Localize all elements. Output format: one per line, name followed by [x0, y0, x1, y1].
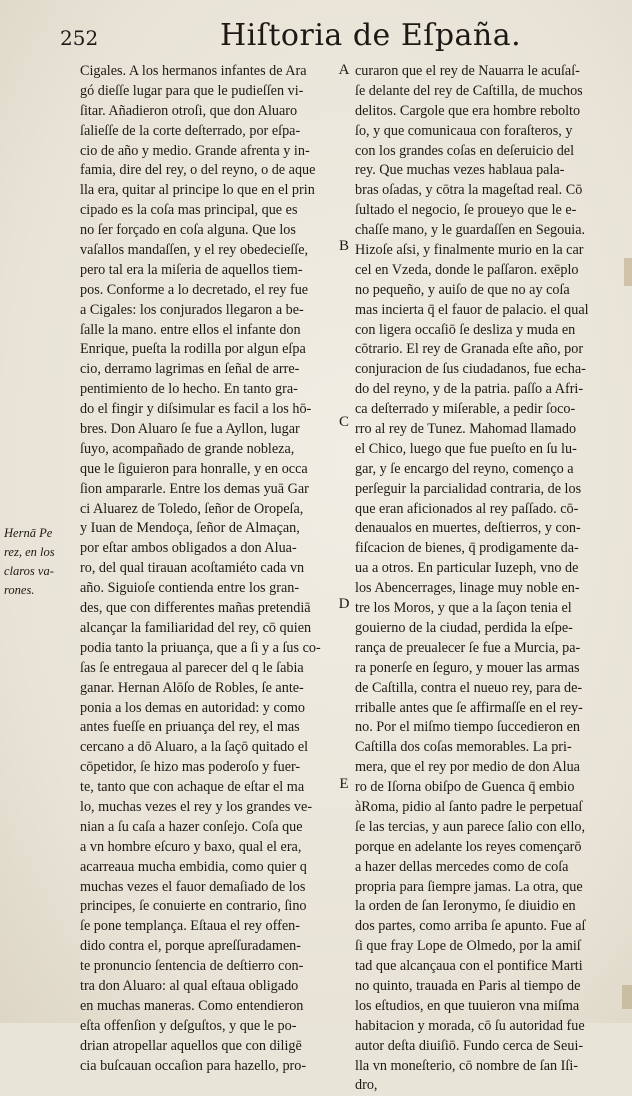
text-line: ponia a los demas en autoridad: y como	[80, 699, 305, 716]
text-line: cia buſcauan occaſion para hazello, pro-	[80, 1057, 307, 1074]
text-line: con los grandes coſas en deſeruicio del	[355, 142, 575, 159]
text-line: muchas vezes el fauor demaſiado de los	[80, 878, 306, 895]
text-line: ſuyo, acompañado de grande nobleza,	[80, 440, 295, 457]
left-text-column	[80, 62, 335, 1076]
text-line: cio, derramo lagrimas en ſeñal de arre-	[80, 361, 300, 378]
text-line: bres. Don Aluaro ſe fue a Ayllon, lugar	[80, 421, 300, 438]
text-line: ſitar. Añadieron otroſi, que don Aluaro	[80, 102, 298, 119]
text-line: cōpetidor, ſe hizo mas poderoſo y fuer-	[80, 759, 301, 776]
margin-letter-e: E	[339, 776, 349, 792]
text-line: vaſallos mandaſſen, y el rey obedecieſſe,	[80, 242, 309, 259]
text-line: porque en adelante los reyes començarō	[355, 838, 582, 855]
text-line: la orden de ſan Ieronymo, ſe diuidio en	[355, 898, 576, 915]
text-line: y Iuan de Mendoça, ſeñor de Almaçan,	[80, 520, 300, 537]
text-line: acarreaua mucha embidia, como quier q	[80, 858, 307, 875]
marginal-note-line: rones.	[4, 583, 35, 597]
text-line: autor deſta diuiſiō. Fundo cerca de Seui-	[355, 1037, 584, 1054]
text-line: con ligera occaſiō ſe desliza y muda en	[355, 321, 576, 338]
text-line: dido contra el, porque apreſſuradamen-	[80, 938, 301, 955]
text-line: Hizoſe aſsi, y finalmente murio en la car	[355, 242, 584, 259]
text-line: do del reyno, y de la patria. paſſo a Afri-	[355, 381, 584, 398]
text-line: a vn hombre eſcuro y baxo, qual el era,	[80, 838, 302, 855]
text-line: mas incierta q̄ el fauor de palacio. el qual	[355, 301, 589, 318]
text-line: ca deſterrado y miſerable, a pedir ſoco-	[355, 401, 576, 418]
text-line: Enrique, pueſta la rodilla por algun eſpa	[80, 341, 306, 358]
text-line: antes fueſſe en priuança del rey, el mas	[80, 719, 300, 736]
text-line: año. Siguioſe contienda entre los gran-	[80, 580, 300, 597]
text-line: ganar. Hernan Alōſo de Robles, ſe ante-	[80, 679, 304, 696]
text-line: ſas ſe entregaua al parecer del q le ſabia	[80, 659, 304, 676]
text-line: eſta offenſion y deſguſtos, y que le po-	[80, 1017, 297, 1034]
text-line: tra don Aluaro: al qual eſtaua obligado	[80, 977, 299, 994]
text-line: alcançar la familiaridad del rey, cō quien	[80, 619, 312, 636]
text-line: àRoma, pidio al ſanto padre le perpetuaſ	[355, 798, 583, 815]
text-line: gar, y ſe encargo del reyno, començo a	[355, 460, 574, 477]
text-line: por eſtar ambos obligados a don Alua-	[80, 540, 297, 557]
page-number: 252	[60, 26, 99, 50]
text-line: dos partes, como arriba ſe apunto. Fue aſ	[355, 918, 586, 935]
text-line: que le ſiguieron para honralle, y en occa	[80, 460, 308, 477]
text-line: ſalieſſe de la corte deſterrado, por eſpa-	[80, 122, 301, 139]
text-line: famia, dire del rey, o del reyno, o de aque	[80, 162, 316, 179]
text-line: drian atropellar aquellos que con diligē	[80, 1037, 302, 1054]
text-line: ſo, y que comunicaua con foraſteros, y	[355, 122, 573, 139]
text-line: tad que alcançaua con el pontifice Marti	[355, 958, 583, 975]
text-line: ſe las tercias, y aun parece ſalio con ello,	[355, 818, 586, 835]
text-line: fiſcacion de bienes, q̄ prodigamente da-	[355, 540, 579, 557]
text-line: nian a ſu caſa a hazer conſejo. Coſa que	[80, 818, 303, 835]
text-line: mera, que el rey por medio de don Alua	[355, 759, 580, 776]
text-line: des, que con differentes mañas pretendiā	[80, 600, 311, 617]
margin-letter-d: D	[338, 596, 350, 612]
text-line: en muchas maneras. Como entendieron	[80, 997, 304, 1014]
page-edge-tab	[622, 985, 632, 1009]
text-line: delitos. Cargole que era hombre rebolto	[355, 102, 581, 119]
text-line: rriballe antes que ſe affirmaſſe en el rey-	[355, 699, 583, 716]
text-line: ſe delante del rey de Caſtilla, de muchos	[355, 82, 583, 99]
text-line: propria para ſiempre jamas. La otra, que	[355, 878, 583, 895]
text-line: cel en Vzeda, donde le paſſaron. exēplo	[355, 261, 579, 278]
marginal-note-line: claros va-	[4, 564, 54, 578]
text-line: que eran aficionados al rey paſſado. cō-	[355, 500, 579, 517]
text-line: no pequeño, y auiſo de que no ay coſa	[355, 281, 570, 298]
text-line: podia tanto la priuança, que a ſi y a ſus co-	[80, 639, 321, 656]
text-line: cio de año y medio. Grande afrenta y in-	[80, 142, 310, 159]
text-line: pentimiento de lo hecho. En tanto gra-	[80, 381, 298, 398]
text-line: cercano a dō Aluaro, a la ſaçō quitado el	[80, 739, 309, 756]
text-line: ſi que fray Lope de Olmedo, por la amiſ	[355, 938, 581, 955]
text-line: ſe pone templança. Eſtaua el rey offen-	[80, 918, 300, 935]
text-line: ra ponerſe en ſeguro, y mouer las armas	[355, 659, 580, 676]
right-text-column	[355, 62, 605, 1096]
text-line: habitacion y morada, cō ſu autoridad fue	[355, 1017, 585, 1034]
text-line: los Abencerrages, linage muy noble en-	[355, 580, 580, 597]
text-line: no quinto, trauada en Paris al tiempo de	[355, 977, 581, 994]
text-line: lla era, quitar al principe lo que en el prin	[80, 182, 315, 199]
text-line: conjuracion de ſus ciudadanos, fue echa-	[355, 361, 586, 378]
text-line: a Cigales: los conjurados llegaron a be-	[80, 301, 304, 318]
page-header	[60, 18, 604, 58]
text-line: cipado es la coſa mas principal, que es	[80, 202, 298, 219]
text-line: cōtrario. El rey de Granada eſte año, por	[355, 341, 584, 358]
text-line: ſalle la mano. entre ellos el infante don	[80, 321, 301, 338]
text-line: ci Aluarez de Toledo, ſeñor de Oropeſa,	[80, 500, 304, 517]
text-line: no ſer forçado en coſa alguna. Que los	[80, 222, 296, 239]
marginal-note	[4, 524, 76, 600]
text-line: rey. Que muchas vezes hablaua pala-	[355, 162, 565, 179]
text-line: rança de preualecer ſe fue a Murcia, pa-	[355, 639, 581, 656]
text-line: curaron que el rey de Nauarra le acuſaſ-	[355, 63, 580, 79]
text-line: chaſſe mano, y le guardaſſen en Segouia.	[355, 222, 586, 239]
text-line: Cigales. A los hermanos infantes de Ara	[80, 63, 307, 79]
text-line: lla vn moneſterio, cō nombre de ſan Iſi-	[355, 1057, 578, 1074]
text-line: do el fingir y diſsimular es facil a los hō-	[80, 401, 312, 418]
text-line: pero tal era la miſeria de aquellos tiem-	[80, 261, 303, 278]
marginal-note-line: Hernā Pe	[4, 526, 53, 540]
margin-letter-c: C	[338, 414, 349, 430]
text-line: pos. Conforme a lo decretado, el rey fue	[80, 281, 309, 298]
text-line: bras oſadas, y cōtra la mageſtad real. Cō	[355, 182, 583, 199]
text-line: gó dieſſe lugar para que le pudieſſen vi-	[80, 82, 304, 99]
margin-letter-b: B	[338, 238, 349, 254]
text-line: lo, muchas vezes el rey y los grandes ve-	[80, 798, 313, 815]
text-line: perſeguir la parcialidad contraria, de los	[355, 480, 582, 497]
text-line: denaualos en muertes, deſtierros, y con-	[355, 520, 581, 537]
text-line: el Chico, luego que fue pueſto en ſu lu-	[355, 440, 577, 457]
text-line: te, tanto que con achaque de eſtar el ma	[80, 779, 305, 796]
text-line: ro de Iſorna obiſpo de Guenca q̄ embio	[355, 779, 575, 796]
text-line: los eſtudios, en que tuuieron vna miſma	[355, 997, 580, 1014]
text-line: Caſtilla dos coſas memorables. La pri-	[355, 739, 572, 756]
margin-letter-a: A	[338, 62, 350, 78]
page-edge-tab	[624, 258, 632, 286]
text-line: de Caſtilla, contra el nueuo rey, para de-	[355, 679, 583, 696]
text-line: dro,	[355, 1077, 378, 1094]
text-line: principes, ſe conuierte en contrario, ſino	[80, 898, 307, 915]
text-line: ſion ampararle. Entre los demas yuā Gar	[80, 480, 309, 497]
text-line: te pronuncio ſentencia de deſtierro con-	[80, 958, 304, 975]
text-line: gouierno de la ciudad, perdida la eſpe-	[355, 619, 573, 636]
text-line: ro, del qual tirauan acoſtamiéto cada vn	[80, 560, 305, 577]
text-line: tre los Moros, y que a la ſaçon tenia el	[355, 600, 572, 617]
running-title: Hiſtoria de Eſpaña.	[220, 18, 522, 53]
text-line: a hazer dellas mercedes como de coſa	[355, 858, 569, 875]
text-line: ſultado el negocio, ſe proueyo que le e-	[355, 202, 577, 219]
text-line: ua a otros. En particular Iuzeph, vno de	[355, 560, 579, 577]
text-line: rro al rey de Tunez. Mahomad llamado	[355, 421, 577, 438]
text-line: no. Por el miſmo tiempo ſuccedieron en	[355, 719, 580, 736]
marginal-note-line: rez, en los	[4, 545, 55, 559]
